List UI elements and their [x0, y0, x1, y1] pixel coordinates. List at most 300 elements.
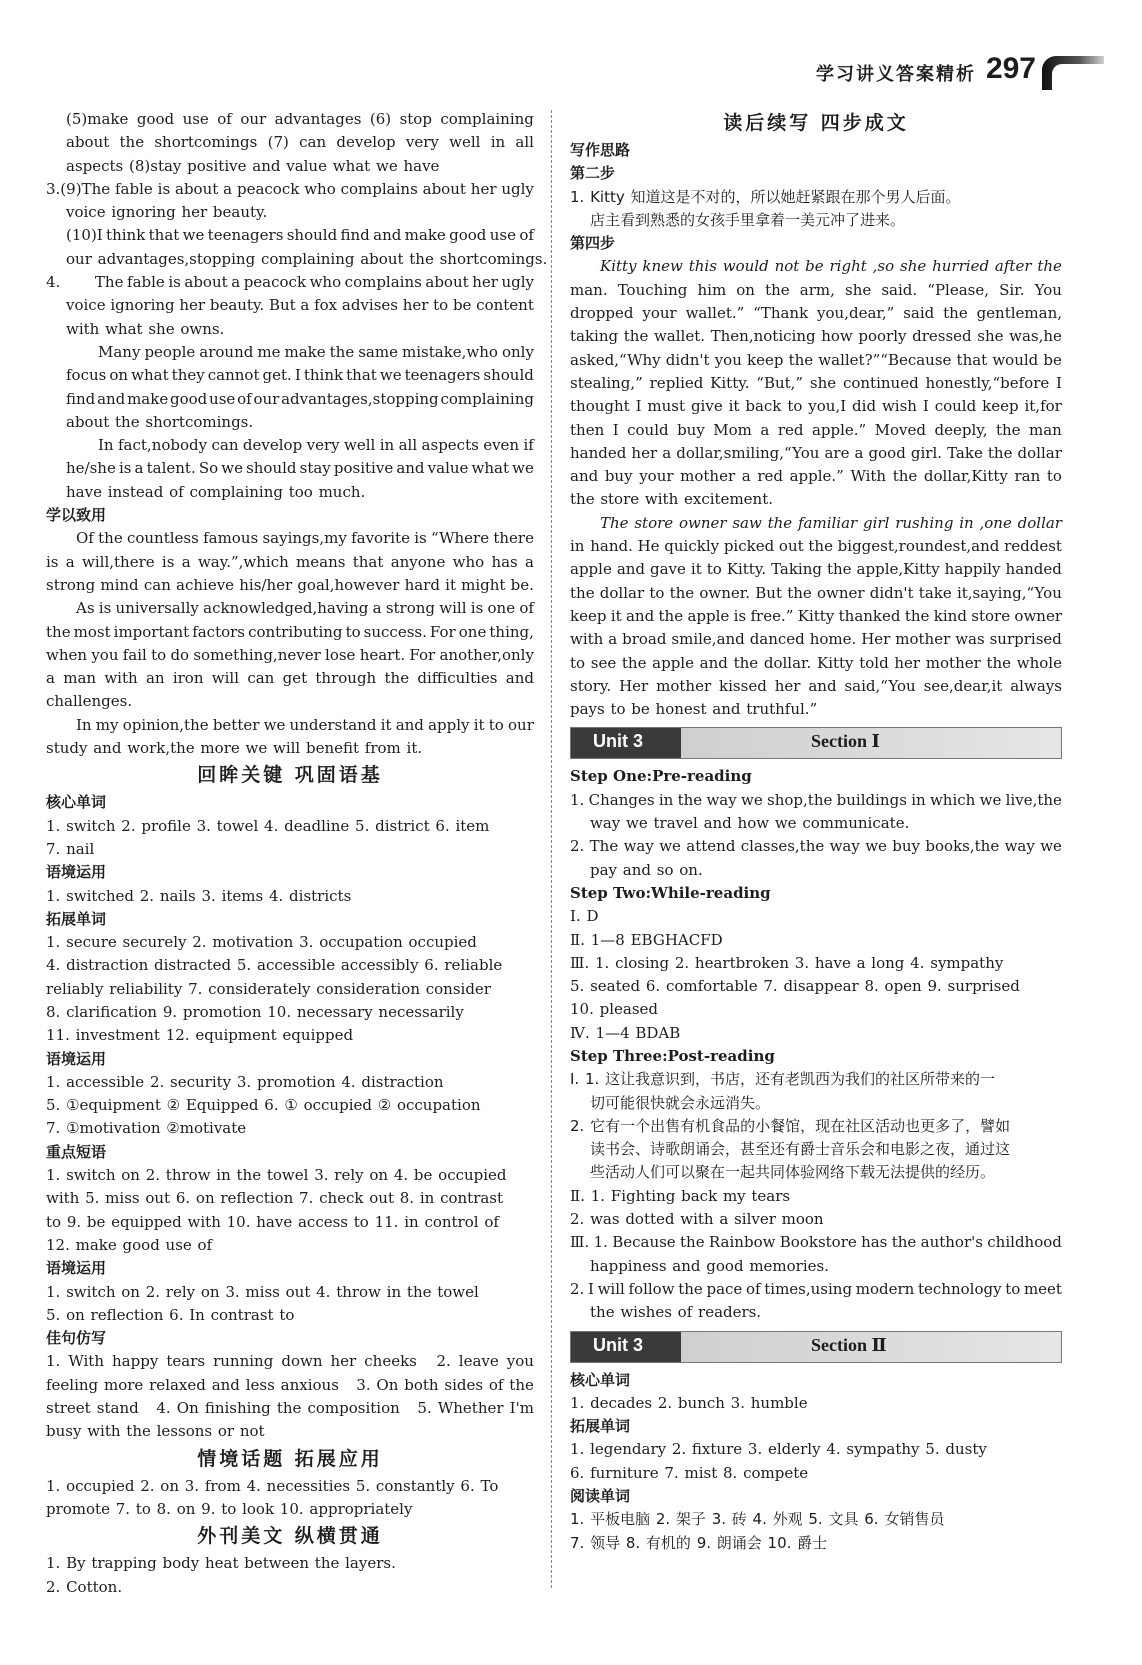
subsection-heading: 语境运用 [46, 863, 107, 882]
word: (7) [267, 133, 289, 152]
word: Kitty [797, 606, 835, 625]
word: the [767, 513, 793, 532]
text-line [570, 628, 1062, 651]
text-line: 2. Cotton. [46, 1577, 123, 1596]
section-label: Section Ⅱ [811, 1334, 887, 1355]
text-line: challenges. [46, 692, 133, 711]
word: mistake,who [402, 342, 498, 361]
word: Kitty [600, 257, 637, 276]
word: honestly,“before [925, 373, 1050, 392]
word: and [97, 389, 126, 408]
word: “But,” [756, 373, 804, 392]
word: anyone [390, 552, 446, 571]
word: apple [687, 606, 730, 625]
text-line [570, 675, 1062, 698]
word: use [209, 389, 236, 408]
word: the [765, 280, 790, 299]
subsection-heading: 佳句仿写 [46, 1329, 107, 1348]
text-line: Ⅲ. 1. closing 2. heartbroken 3. have a long 4. sympathy [570, 953, 1004, 972]
word: about [66, 133, 110, 152]
word: then [570, 420, 605, 439]
word: which [929, 790, 976, 809]
word: asked,“Why [570, 350, 661, 369]
word: important [113, 622, 190, 641]
word: your [642, 304, 677, 323]
text-line: 5. ①equipment ② Equipped 6. ① occupied ② occupation [46, 1096, 481, 1115]
word: to [706, 560, 722, 579]
word: she [977, 327, 1004, 346]
word: only [501, 342, 534, 361]
word: on [736, 280, 755, 299]
word: man [1029, 420, 1062, 439]
word: make [127, 389, 169, 408]
text-line [570, 835, 1062, 858]
text-line: Ⅳ. 1—4 BDAB [570, 1023, 681, 1042]
word: modern [855, 1279, 915, 1298]
text-line [570, 279, 1062, 302]
text-line: 5. seated 6. comfortable 7. disappear 8. open 9. surprised [570, 977, 1020, 996]
word: didn't [665, 350, 710, 369]
word: stay [299, 459, 331, 478]
chinese-text-line: 店主看到熟悉的女孩手里拿着一美元冲了进来。 [590, 210, 906, 229]
word: the [891, 1233, 917, 1252]
word: and [808, 676, 837, 695]
text-line [46, 1397, 534, 1420]
word: focus [66, 366, 107, 385]
word: advantages,stopping [281, 389, 439, 408]
word: dollar. [763, 653, 812, 672]
text-line: 2. was dotted with a silver moon [570, 1210, 824, 1229]
word: the [943, 304, 968, 323]
word: that [346, 366, 377, 385]
chinese-text-line: Ⅰ. 1. 这让我意识到，书店，还有老凯西为我们的社区所带来的一 [570, 1070, 996, 1089]
word: mother [895, 630, 951, 649]
word: cannot [207, 366, 260, 385]
left-column [46, 108, 548, 1599]
word: owner. [699, 583, 751, 602]
word: about [175, 179, 219, 198]
word: Many [98, 342, 141, 361]
word: ignoring [110, 296, 175, 315]
text-line [570, 558, 1062, 581]
word: and [211, 1375, 240, 1394]
word: mother [925, 653, 981, 672]
text-line [570, 582, 1062, 605]
word: So [198, 459, 219, 478]
word: complains [344, 273, 422, 292]
word: But [268, 296, 296, 315]
word: and [395, 715, 424, 734]
word: is [118, 459, 132, 478]
subsection-heading: 重点短语 [46, 1142, 107, 1161]
word: we [1040, 837, 1062, 856]
word: apple,Kitty [856, 560, 940, 579]
text-line: 4. distraction distracted 5. accessible accessibly 6. reliable [46, 956, 503, 975]
word: complains [340, 179, 418, 198]
chinese-text-line: 7. 领导 8. 有机的 9. 朗诵会 10. 爵士 [570, 1533, 828, 1552]
word: we [379, 366, 402, 385]
word: achieve [176, 575, 235, 594]
word: fail [122, 645, 147, 664]
text-line: way we travel and how we communicate. [590, 814, 910, 833]
word: apply [428, 715, 470, 734]
word: was [955, 630, 985, 649]
word: around [199, 342, 254, 361]
word: I [294, 366, 301, 385]
word: her [330, 1352, 357, 1371]
word: buy [892, 837, 921, 856]
word: rushing [895, 513, 954, 532]
word: a [181, 552, 191, 571]
word: understand [289, 715, 377, 734]
word: the [621, 653, 647, 672]
word: reddest [1004, 537, 1062, 556]
word: in [911, 790, 926, 809]
word: aspects [421, 436, 479, 455]
text-line [570, 442, 1062, 465]
word: sayings,my [262, 529, 347, 548]
word: 4. The [46, 273, 124, 292]
text-line [46, 714, 534, 737]
text-line: study and work,the more we will benefit from it. [46, 739, 423, 758]
word: I [587, 1279, 594, 1298]
word: well [344, 436, 376, 455]
word: difficulties [417, 669, 498, 688]
word: famous [203, 529, 259, 548]
text-line [46, 108, 534, 131]
text-line [46, 527, 534, 550]
word: acknowledged,having [203, 599, 369, 618]
word: be [452, 296, 472, 315]
word: dollar [1017, 513, 1062, 532]
word: Ⅲ. [570, 1233, 590, 1252]
word: store [634, 513, 674, 532]
word: danced [749, 630, 805, 649]
text-line [46, 224, 534, 247]
word: and [373, 226, 402, 245]
text-line: 1. By trapping body heat between the layers. [46, 1554, 396, 1573]
word: ugly [501, 273, 534, 292]
word: is [157, 179, 171, 198]
word: better [212, 715, 260, 734]
text-line [46, 434, 534, 457]
word: are [824, 443, 850, 462]
word: the [570, 583, 595, 602]
word: make [404, 226, 446, 245]
word: iron [172, 669, 204, 688]
word: it [610, 606, 622, 625]
word: that [956, 350, 988, 369]
word: “Thank [753, 304, 809, 323]
word: apple.” [789, 467, 844, 486]
word: would [722, 257, 769, 276]
word: content [476, 296, 534, 315]
text-line: aspects (8)stay positive and value what we have [66, 156, 440, 175]
text-line: pays to be honest and truthful.” [570, 700, 818, 719]
text-line [570, 325, 1062, 348]
word: your [639, 467, 674, 486]
word: if [523, 436, 534, 455]
subsection-heading: 写作思路 [570, 141, 631, 159]
word: positive [333, 459, 394, 478]
word: our [508, 715, 534, 734]
text-line [570, 419, 1062, 442]
word: free.” [750, 606, 794, 625]
word: whole [1016, 653, 1062, 672]
word: Touching [617, 280, 688, 299]
word: street [46, 1399, 91, 1418]
word: the [904, 606, 930, 625]
word: the [329, 342, 355, 361]
word: use [489, 226, 516, 245]
word: I [612, 420, 619, 439]
word: after [994, 257, 1032, 276]
word: the [98, 529, 123, 548]
text-line [46, 1350, 534, 1373]
word: both [404, 1375, 439, 1394]
word: should [286, 226, 338, 245]
word: kissed [719, 676, 767, 695]
text-line: Ⅱ. 1—8 EBGHACFD [570, 930, 723, 949]
word: In [98, 436, 114, 455]
word: favorite [351, 529, 410, 548]
word: about [184, 273, 228, 292]
header-title: 学习讲义答案精析 [816, 64, 976, 85]
text-line: 1. secure securely 2. motivation 3. occupation occupied [46, 933, 477, 952]
word: a [608, 630, 618, 649]
word: I [635, 397, 642, 416]
word: I [922, 397, 929, 416]
word: (10)I [66, 226, 103, 245]
word: it [380, 715, 392, 734]
word: how [821, 327, 853, 346]
text-line: 1. accessible 2. security 3. promotion 4. distraction [46, 1072, 444, 1091]
text-line [46, 457, 534, 480]
text-line [570, 349, 1062, 372]
word: can [211, 436, 239, 455]
word: be. [510, 575, 534, 594]
word: it [690, 560, 702, 579]
word: that [352, 552, 384, 571]
word: all [515, 133, 534, 152]
word: said,“You [844, 676, 916, 695]
word: another,only [439, 645, 534, 664]
word: I'm [509, 1399, 534, 1418]
word: dollar [599, 583, 645, 602]
word: all [398, 436, 418, 455]
word: the [1037, 257, 1062, 276]
word: peacock [243, 273, 307, 292]
word: Because [612, 1233, 676, 1252]
text-line [570, 1231, 1062, 1254]
word: will [439, 599, 467, 618]
word: classes,the [740, 837, 825, 856]
page-header [764, 52, 1104, 96]
word: well [449, 133, 481, 152]
word: red [757, 467, 783, 486]
word: keep [570, 606, 607, 625]
word: store [971, 606, 1011, 625]
word: owner [816, 583, 865, 602]
text-line: 5. on reflection 6. In contrast to [46, 1305, 295, 1324]
chinese-text-line: 切可能很快就会永远消失。 [590, 1093, 771, 1112]
word: develop [242, 436, 303, 455]
word: we [221, 459, 243, 478]
word: meet [1023, 1279, 1062, 1298]
word: stealing,” [570, 373, 643, 392]
text-line [46, 364, 534, 387]
word: The [600, 513, 629, 532]
word: get [282, 669, 308, 688]
word: complaining [440, 389, 534, 408]
word: happy [112, 1352, 159, 1371]
word: one [458, 622, 487, 641]
word: ,one [979, 513, 1012, 532]
word: in [379, 436, 395, 455]
word: ,so [872, 257, 895, 276]
word: factors [192, 622, 246, 641]
word: kind [933, 606, 967, 625]
text-line [570, 512, 1062, 535]
word: biggest,roundest,and [837, 537, 1000, 556]
word: very [306, 436, 340, 455]
word: For [409, 645, 436, 664]
word: poorly [858, 327, 907, 346]
word: we [512, 459, 534, 478]
text-line: 1. legendary 2. fixture 3. elderly 4. sympathy 5. dusty [570, 1440, 987, 1459]
word: continued [842, 373, 919, 392]
text-line: 6. furniture 7. mist 8. compete [570, 1463, 809, 1482]
text-line [570, 372, 1062, 395]
word: teenagers [207, 226, 284, 245]
word: wallet?”“Because [818, 350, 952, 369]
word: of [237, 389, 252, 408]
word: 2. [570, 1279, 585, 1298]
word: more [104, 1375, 144, 1394]
chinese-text-line: 些活动人们可以聚在一起共同体验网络下载无法提供的经历。 [590, 1163, 996, 1182]
unit-label: Unit 3 [593, 731, 644, 752]
word: has [861, 1233, 888, 1252]
word: to [649, 583, 665, 602]
word: owner [678, 513, 727, 532]
text-line: 1. switch on 2. rely on 3. miss out 4. throw in the towel [46, 1282, 479, 1301]
word: even [483, 436, 520, 455]
word: we [865, 837, 887, 856]
word: happily [944, 560, 1001, 579]
word: stand [96, 1399, 139, 1418]
word: our [240, 110, 267, 128]
word: buildings [836, 790, 907, 809]
word: was,he [1009, 327, 1062, 346]
word: “Please, [927, 280, 990, 299]
word: dollar,Kitty [923, 467, 1008, 486]
word: is [168, 273, 181, 292]
word: that [148, 226, 180, 245]
word: Kitty. [726, 560, 767, 579]
text-line [570, 1278, 1062, 1301]
word: the [892, 467, 918, 486]
word: we [979, 790, 1002, 809]
text-line [46, 388, 534, 411]
word: make [284, 342, 326, 361]
word: On [176, 1399, 199, 1418]
word: Taking [771, 560, 822, 579]
text-line: with 5. miss out 6. on reflection 7. check out 8. in contrast [46, 1189, 504, 1208]
word: take [918, 583, 952, 602]
word: keep [747, 350, 784, 369]
text-line [46, 131, 534, 154]
word: red [777, 420, 804, 439]
word: stop [399, 110, 432, 128]
word: 5. [405, 1399, 432, 1418]
word: Of [76, 529, 94, 548]
word: the [787, 583, 812, 602]
subsection-heading: 阅读单词 [570, 1487, 631, 1506]
text-line: 1. decades 2. bunch 3. humble [570, 1393, 808, 1412]
word: surprised [989, 630, 1062, 649]
word: follow [628, 1279, 675, 1298]
word: The [589, 837, 619, 856]
word: can [299, 133, 327, 152]
word: and [505, 669, 534, 688]
word: same [358, 342, 398, 361]
word: good [868, 443, 906, 462]
subsection-heading: 学以致用 [46, 506, 107, 525]
text-line [570, 652, 1062, 675]
word: a [231, 273, 241, 292]
word: about [422, 179, 466, 198]
word: times,using [764, 1279, 853, 1298]
word: less [245, 1375, 275, 1394]
word: Rainbow [708, 1233, 776, 1252]
word: do [170, 645, 190, 664]
word: Kitty [817, 653, 854, 672]
word: Kitty. [710, 373, 750, 392]
word: wallet.” [685, 304, 745, 323]
word: with [104, 669, 138, 688]
word: girl. [910, 443, 943, 462]
unit-section-banner [570, 1331, 1062, 1363]
word: good [449, 226, 487, 245]
word: must [647, 397, 686, 416]
word: As [76, 599, 95, 618]
word: and [616, 560, 646, 579]
word: the [733, 653, 759, 672]
word: home. [809, 630, 857, 649]
word: live,the [1005, 790, 1062, 809]
word: deeply, [934, 420, 988, 439]
chinese-text-line: 1. 平板电脑 2. 架子 3. 砖 4. 外观 5. 文具 6. 女销售员 [570, 1510, 945, 1529]
word: smile,and [671, 630, 745, 649]
word: and [699, 653, 728, 672]
word: peacock [236, 179, 300, 198]
word: childhood [987, 1233, 1062, 1252]
word: Mom [713, 420, 752, 439]
word: did [852, 397, 877, 416]
word: what [131, 366, 169, 385]
word: fact,nobody [118, 436, 208, 455]
text-line: 1. switch on 2. throw in the towel 3. rely on 4. be occupied [46, 1166, 507, 1185]
word: we [741, 790, 763, 809]
word: familiar [797, 513, 858, 532]
word: finishing [204, 1399, 271, 1418]
word: think [106, 226, 146, 245]
word: the [509, 1375, 534, 1394]
word: didn't [869, 583, 914, 602]
word: we [659, 837, 681, 856]
word: of [519, 599, 534, 618]
text-line: promote 7. to 8. on 9. to look 10. appropriately [46, 1499, 413, 1518]
